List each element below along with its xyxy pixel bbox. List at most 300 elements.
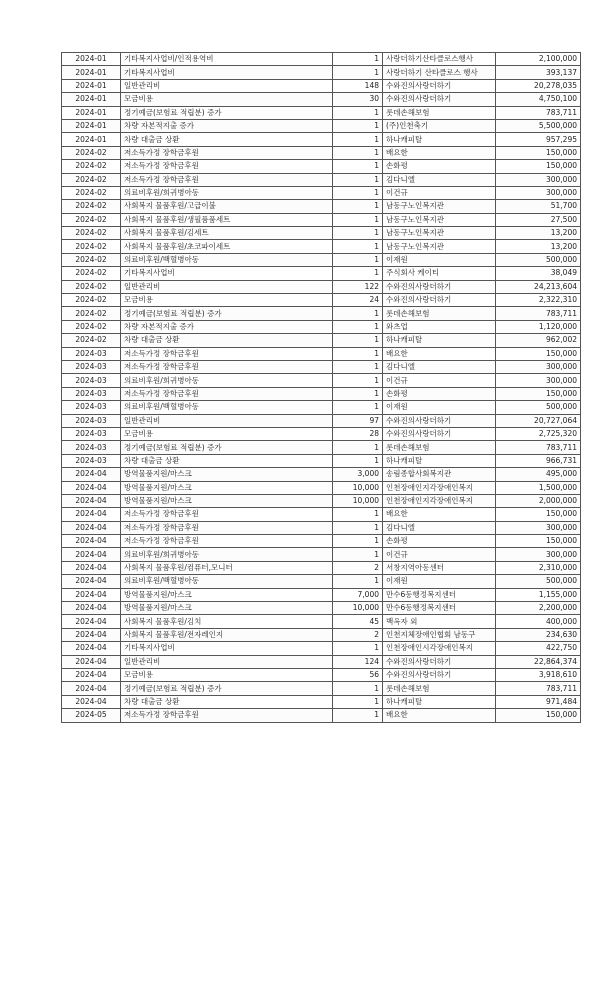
item-cell: 차량 대출금 상환 <box>121 334 333 347</box>
amount-cell: 13,200 <box>496 240 581 253</box>
amount-cell: 51,700 <box>496 200 581 213</box>
recipient-cell: 송림종합사회복지관 <box>383 468 496 481</box>
quantity-cell: 1 <box>333 548 383 561</box>
date-cell: 2024-04 <box>62 575 121 588</box>
item-cell: 저소득가정 장학금후원 <box>121 347 333 360</box>
date-cell: 2024-04 <box>62 468 121 481</box>
amount-cell: 422,750 <box>496 642 581 655</box>
date-cell: 2024-02 <box>62 294 121 307</box>
table-body <box>62 53 581 723</box>
quantity-cell: 124 <box>333 655 383 668</box>
date-cell: 2024-01 <box>62 93 121 106</box>
date-cell: 2024-04 <box>62 561 121 574</box>
amount-cell: 957,295 <box>496 133 581 146</box>
quantity-cell: 1 <box>333 441 383 454</box>
table-row <box>62 468 581 481</box>
expenditure-table <box>61 52 581 723</box>
table-row <box>62 227 581 240</box>
quantity-cell: 2 <box>333 628 383 641</box>
recipient-cell: 서창지역아동센터 <box>383 561 496 574</box>
table-row <box>62 655 581 668</box>
table-row <box>62 360 581 373</box>
table-row <box>62 508 581 521</box>
date-cell: 2024-02 <box>62 186 121 199</box>
quantity-cell: 56 <box>333 668 383 681</box>
item-cell: 방역물품지원/마스크 <box>121 468 333 481</box>
amount-cell: 27,500 <box>496 213 581 226</box>
amount-cell: 783,711 <box>496 441 581 454</box>
recipient-cell: 이재원 <box>383 575 496 588</box>
date-cell: 2024-04 <box>62 588 121 601</box>
quantity-cell: 1 <box>333 53 383 66</box>
item-cell: 정기예금(보험료 적립분) 증가 <box>121 441 333 454</box>
table-row <box>62 53 581 66</box>
amount-cell: 150,000 <box>496 508 581 521</box>
amount-cell: 400,000 <box>496 615 581 628</box>
amount-cell: 2,200,000 <box>496 602 581 615</box>
item-cell: 정기예금(보험료 적립분) 증가 <box>121 106 333 119</box>
quantity-cell: 122 <box>333 280 383 293</box>
table-row <box>62 561 581 574</box>
table-row <box>62 588 581 601</box>
recipient-cell: 남동구노인복지관 <box>383 227 496 240</box>
item-cell: 저소득가정 장학금후원 <box>121 173 333 186</box>
recipient-cell: 이건규 <box>383 186 496 199</box>
date-cell: 2024-03 <box>62 360 121 373</box>
table-row <box>62 682 581 695</box>
recipient-cell: 하나캐피탈 <box>383 695 496 708</box>
table-row <box>62 320 581 333</box>
date-cell: 2024-02 <box>62 267 121 280</box>
amount-cell: 1,500,000 <box>496 481 581 494</box>
item-cell: 저소득가정 장학금후원 <box>121 508 333 521</box>
item-cell: 저소득가정 장학금후원 <box>121 387 333 400</box>
recipient-cell: 사랑더하기산타클로스행사 <box>383 53 496 66</box>
amount-cell: 150,000 <box>496 160 581 173</box>
quantity-cell: 1 <box>333 454 383 467</box>
recipient-cell: 이건규 <box>383 374 496 387</box>
quantity-cell: 1 <box>333 253 383 266</box>
amount-cell: 2,100,000 <box>496 53 581 66</box>
item-cell: 차량 자본적지출 증가 <box>121 119 333 132</box>
recipient-cell: 김다니엘 <box>383 521 496 534</box>
date-cell: 2024-04 <box>62 548 121 561</box>
amount-cell: 2,322,310 <box>496 294 581 307</box>
item-cell: 모금비용 <box>121 294 333 307</box>
quantity-cell: 1 <box>333 119 383 132</box>
recipient-cell: 배요한 <box>383 709 496 722</box>
item-cell: 의료비후원/희귀병아동 <box>121 186 333 199</box>
table-row <box>62 695 581 708</box>
table-row <box>62 414 581 427</box>
recipient-cell: 인천지체장애인협회 남동구 <box>383 628 496 641</box>
amount-cell: 962,002 <box>496 334 581 347</box>
table-row <box>62 240 581 253</box>
item-cell: 저소득가정 장학금후원 <box>121 535 333 548</box>
amount-cell: 150,000 <box>496 709 581 722</box>
table-row <box>62 347 581 360</box>
date-cell: 2024-02 <box>62 307 121 320</box>
date-cell: 2024-02 <box>62 213 121 226</box>
item-cell: 기타복지사업비/인적용역비 <box>121 53 333 66</box>
amount-cell: 300,000 <box>496 374 581 387</box>
amount-cell: 20,727,064 <box>496 414 581 427</box>
table-row <box>62 602 581 615</box>
table-row <box>62 294 581 307</box>
item-cell: 저소득가정 장학금후원 <box>121 360 333 373</box>
table-row <box>62 119 581 132</box>
quantity-cell: 1 <box>333 334 383 347</box>
date-cell: 2024-02 <box>62 280 121 293</box>
recipient-cell: 롯데손해보험 <box>383 441 496 454</box>
table-row <box>62 307 581 320</box>
date-cell: 2024-01 <box>62 106 121 119</box>
quantity-cell: 1 <box>333 307 383 320</box>
date-cell: 2024-04 <box>62 668 121 681</box>
quantity-cell: 1 <box>333 682 383 695</box>
table-row <box>62 253 581 266</box>
item-cell: 일반관리비 <box>121 79 333 92</box>
recipient-cell: 남동구노인복지관 <box>383 240 496 253</box>
item-cell: 사회복지 물품후원/초코파이세트 <box>121 240 333 253</box>
date-cell: 2024-02 <box>62 334 121 347</box>
amount-cell: 783,711 <box>496 106 581 119</box>
date-cell: 2024-02 <box>62 240 121 253</box>
date-cell: 2024-04 <box>62 481 121 494</box>
recipient-cell: 백옥자 외 <box>383 615 496 628</box>
date-cell: 2024-05 <box>62 709 121 722</box>
item-cell: 방역물품지원/마스크 <box>121 481 333 494</box>
item-cell: 사회복지 물품후원/생필품품세트 <box>121 213 333 226</box>
quantity-cell: 2 <box>333 561 383 574</box>
date-cell: 2024-03 <box>62 441 121 454</box>
quantity-cell: 1 <box>333 575 383 588</box>
table-row <box>62 93 581 106</box>
item-cell: 저소득가정 장학금후원 <box>121 709 333 722</box>
item-cell: 의료비후원/백혈병아동 <box>121 401 333 414</box>
date-cell: 2024-04 <box>62 535 121 548</box>
item-cell: 의료비후원/백혈병아동 <box>121 575 333 588</box>
recipient-cell: 손화평 <box>383 535 496 548</box>
table-row <box>62 535 581 548</box>
recipient-cell: 하나캐피탈 <box>383 454 496 467</box>
date-cell: 2024-01 <box>62 119 121 132</box>
table-row <box>62 79 581 92</box>
table-row <box>62 441 581 454</box>
item-cell: 차량 대출금 상환 <box>121 454 333 467</box>
recipient-cell: 주식회사 케이티 <box>383 267 496 280</box>
table-row <box>62 628 581 641</box>
table-row <box>62 668 581 681</box>
amount-cell: 150,000 <box>496 387 581 400</box>
table-row <box>62 186 581 199</box>
amount-cell: 393,137 <box>496 66 581 79</box>
quantity-cell: 1 <box>333 66 383 79</box>
item-cell: 일반관리비 <box>121 655 333 668</box>
quantity-cell: 1 <box>333 360 383 373</box>
amount-cell: 1,120,000 <box>496 320 581 333</box>
amount-cell: 495,000 <box>496 468 581 481</box>
table-row <box>62 66 581 79</box>
amount-cell: 150,000 <box>496 347 581 360</box>
quantity-cell: 1 <box>333 186 383 199</box>
amount-cell: 2,725,320 <box>496 427 581 440</box>
recipient-cell: 배요한 <box>383 146 496 159</box>
recipient-cell: 만수6동행정복지센터 <box>383 588 496 601</box>
quantity-cell: 1 <box>333 401 383 414</box>
quantity-cell: 1 <box>333 106 383 119</box>
quantity-cell: 1 <box>333 173 383 186</box>
quantity-cell: 1 <box>333 213 383 226</box>
date-cell: 2024-04 <box>62 508 121 521</box>
amount-cell: 150,000 <box>496 535 581 548</box>
recipient-cell: 수와진의사랑더하기 <box>383 668 496 681</box>
quantity-cell: 1 <box>333 240 383 253</box>
recipient-cell: 수와진의사랑더하기 <box>383 427 496 440</box>
table-row <box>62 106 581 119</box>
date-cell: 2024-02 <box>62 173 121 186</box>
recipient-cell: 김다니엘 <box>383 360 496 373</box>
item-cell: 차량 대출금 상환 <box>121 133 333 146</box>
table-row <box>62 401 581 414</box>
item-cell: 의료비후원/백혈병아동 <box>121 253 333 266</box>
date-cell: 2024-02 <box>62 227 121 240</box>
quantity-cell: 1 <box>333 709 383 722</box>
quantity-cell: 1 <box>333 267 383 280</box>
recipient-cell: 이건규 <box>383 548 496 561</box>
item-cell: 일반관리비 <box>121 414 333 427</box>
table-row <box>62 160 581 173</box>
recipient-cell: 수와진의사랑더하기 <box>383 655 496 668</box>
item-cell: 차량 자본적지출 증가 <box>121 320 333 333</box>
quantity-cell: 24 <box>333 294 383 307</box>
table-row <box>62 374 581 387</box>
amount-cell: 500,000 <box>496 253 581 266</box>
table-row <box>62 334 581 347</box>
amount-cell: 13,200 <box>496 227 581 240</box>
recipient-cell: 수와진의사랑더하기 <box>383 414 496 427</box>
amount-cell: 3,918,610 <box>496 668 581 681</box>
date-cell: 2024-03 <box>62 427 121 440</box>
amount-cell: 300,000 <box>496 173 581 186</box>
table-row <box>62 615 581 628</box>
table-row <box>62 494 581 507</box>
date-cell: 2024-02 <box>62 160 121 173</box>
item-cell: 모금비용 <box>121 427 333 440</box>
amount-cell: 5,500,000 <box>496 119 581 132</box>
date-cell: 2024-04 <box>62 655 121 668</box>
amount-cell: 500,000 <box>496 401 581 414</box>
recipient-cell: 남동구노인복지관 <box>383 200 496 213</box>
date-cell: 2024-01 <box>62 66 121 79</box>
date-cell: 2024-04 <box>62 628 121 641</box>
recipient-cell: 손화평 <box>383 160 496 173</box>
recipient-cell: 롯데손해보험 <box>383 307 496 320</box>
quantity-cell: 45 <box>333 615 383 628</box>
table-row <box>62 387 581 400</box>
date-cell: 2024-04 <box>62 695 121 708</box>
recipient-cell: 배요한 <box>383 347 496 360</box>
recipient-cell: 인천장애인지각장애인복지 <box>383 494 496 507</box>
quantity-cell: 10,000 <box>333 481 383 494</box>
amount-cell: 38,049 <box>496 267 581 280</box>
recipient-cell: 하나캐피탈 <box>383 334 496 347</box>
item-cell: 정기예금(보험료 적립분) 증가 <box>121 682 333 695</box>
table-row <box>62 280 581 293</box>
item-cell: 사회복지 물품후원/김치 <box>121 615 333 628</box>
quantity-cell: 10,000 <box>333 602 383 615</box>
item-cell: 의료비후원/희귀병아동 <box>121 548 333 561</box>
amount-cell: 971,484 <box>496 695 581 708</box>
table-row <box>62 642 581 655</box>
item-cell: 기타복지사업비 <box>121 642 333 655</box>
date-cell: 2024-01 <box>62 53 121 66</box>
date-cell: 2024-03 <box>62 401 121 414</box>
quantity-cell: 1 <box>333 160 383 173</box>
quantity-cell: 1 <box>333 347 383 360</box>
quantity-cell: 1 <box>333 642 383 655</box>
recipient-cell: 수와진의사랑더하기 <box>383 79 496 92</box>
quantity-cell: 1 <box>333 133 383 146</box>
quantity-cell: 7,000 <box>333 588 383 601</box>
item-cell: 의료비후원/희귀병아동 <box>121 374 333 387</box>
recipient-cell: 인천장애인지각장애인복지 <box>383 481 496 494</box>
item-cell: 차량 대출금 상환 <box>121 695 333 708</box>
table-row <box>62 427 581 440</box>
date-cell: 2024-03 <box>62 374 121 387</box>
item-cell: 사회복지 물품후원/컴퓨터,모니터 <box>121 561 333 574</box>
item-cell: 모금비용 <box>121 93 333 106</box>
amount-cell: 4,750,100 <box>496 93 581 106</box>
item-cell: 일반관리비 <box>121 280 333 293</box>
item-cell: 저소득가정 장학금후원 <box>121 160 333 173</box>
quantity-cell: 148 <box>333 79 383 92</box>
table-row <box>62 267 581 280</box>
recipient-cell: 배요한 <box>383 508 496 521</box>
date-cell: 2024-04 <box>62 642 121 655</box>
item-cell: 저소득가정 장학금후원 <box>121 146 333 159</box>
quantity-cell: 97 <box>333 414 383 427</box>
recipient-cell: 남동구노인복지관 <box>383 213 496 226</box>
amount-cell: 966,731 <box>496 454 581 467</box>
date-cell: 2024-04 <box>62 682 121 695</box>
date-cell: 2024-03 <box>62 454 121 467</box>
recipient-cell: 김다니엘 <box>383 173 496 186</box>
table-row <box>62 133 581 146</box>
table-row <box>62 481 581 494</box>
recipient-cell: 하나캐피탈 <box>383 133 496 146</box>
amount-cell: 500,000 <box>496 575 581 588</box>
quantity-cell: 1 <box>333 227 383 240</box>
recipient-cell: 롯데손해보험 <box>383 106 496 119</box>
item-cell: 방역물품지원/마스크 <box>121 494 333 507</box>
date-cell: 2024-03 <box>62 347 121 360</box>
quantity-cell: 1 <box>333 508 383 521</box>
quantity-cell: 1 <box>333 695 383 708</box>
date-cell: 2024-01 <box>62 133 121 146</box>
date-cell: 2024-02 <box>62 200 121 213</box>
recipient-cell: 이재원 <box>383 401 496 414</box>
recipient-cell: 수와진의사랑더하기 <box>383 93 496 106</box>
date-cell: 2024-04 <box>62 602 121 615</box>
amount-cell: 1,155,000 <box>496 588 581 601</box>
item-cell: 방역물품지원/마스크 <box>121 602 333 615</box>
date-cell: 2024-03 <box>62 414 121 427</box>
table-row <box>62 200 581 213</box>
item-cell: 모금비용 <box>121 668 333 681</box>
date-cell: 2024-03 <box>62 387 121 400</box>
quantity-cell: 30 <box>333 93 383 106</box>
amount-cell: 300,000 <box>496 521 581 534</box>
amount-cell: 2,000,000 <box>496 494 581 507</box>
recipient-cell: 사랑더하기 산타클로스 행사 <box>383 66 496 79</box>
date-cell: 2024-04 <box>62 615 121 628</box>
recipient-cell: 수와진의사랑더하기 <box>383 280 496 293</box>
quantity-cell: 1 <box>333 387 383 400</box>
date-cell: 2024-02 <box>62 320 121 333</box>
quantity-cell: 1 <box>333 535 383 548</box>
quantity-cell: 1 <box>333 146 383 159</box>
amount-cell: 300,000 <box>496 360 581 373</box>
amount-cell: 150,000 <box>496 146 581 159</box>
item-cell: 기타복지사업비 <box>121 267 333 280</box>
quantity-cell: 1 <box>333 320 383 333</box>
amount-cell: 300,000 <box>496 186 581 199</box>
quantity-cell: 1 <box>333 521 383 534</box>
date-cell: 2024-01 <box>62 79 121 92</box>
amount-cell: 22,864,374 <box>496 655 581 668</box>
amount-cell: 783,711 <box>496 682 581 695</box>
amount-cell: 300,000 <box>496 548 581 561</box>
recipient-cell: 수와진의사랑더하기 <box>383 294 496 307</box>
quantity-cell: 3,000 <box>333 468 383 481</box>
recipient-cell: 손화평 <box>383 387 496 400</box>
recipient-cell: 만수6동행정복지센터 <box>383 602 496 615</box>
item-cell: 사회복지 물품후원/전자레인지 <box>121 628 333 641</box>
date-cell: 2024-02 <box>62 146 121 159</box>
table-row <box>62 575 581 588</box>
table-row <box>62 173 581 186</box>
date-cell: 2024-02 <box>62 253 121 266</box>
date-cell: 2024-04 <box>62 521 121 534</box>
quantity-cell: 10,000 <box>333 494 383 507</box>
amount-cell: 24,213,604 <box>496 280 581 293</box>
table-row <box>62 146 581 159</box>
item-cell: 기타복지사업비 <box>121 66 333 79</box>
table-row <box>62 521 581 534</box>
table-row <box>62 454 581 467</box>
item-cell: 방역물품지원/마스크 <box>121 588 333 601</box>
date-cell: 2024-04 <box>62 494 121 507</box>
item-cell: 저소득가정 장학금후원 <box>121 521 333 534</box>
recipient-cell: 이재원 <box>383 253 496 266</box>
recipient-cell: 인천장애인시각장애인복지 <box>383 642 496 655</box>
table-row <box>62 213 581 226</box>
quantity-cell: 1 <box>333 374 383 387</box>
quantity-cell: 1 <box>333 200 383 213</box>
amount-cell: 783,711 <box>496 307 581 320</box>
item-cell: 정기예금(보험료 적립분) 증가 <box>121 307 333 320</box>
item-cell: 사회복지 물품후원/고급이불 <box>121 200 333 213</box>
item-cell: 사회복지 물품후원/김세트 <box>121 227 333 240</box>
recipient-cell: 와츠업 <box>383 320 496 333</box>
table-row <box>62 548 581 561</box>
amount-cell: 2,310,000 <box>496 561 581 574</box>
recipient-cell: 롯데손해보험 <box>383 682 496 695</box>
recipient-cell: (주)인천축기 <box>383 119 496 132</box>
quantity-cell: 28 <box>333 427 383 440</box>
amount-cell: 234,630 <box>496 628 581 641</box>
